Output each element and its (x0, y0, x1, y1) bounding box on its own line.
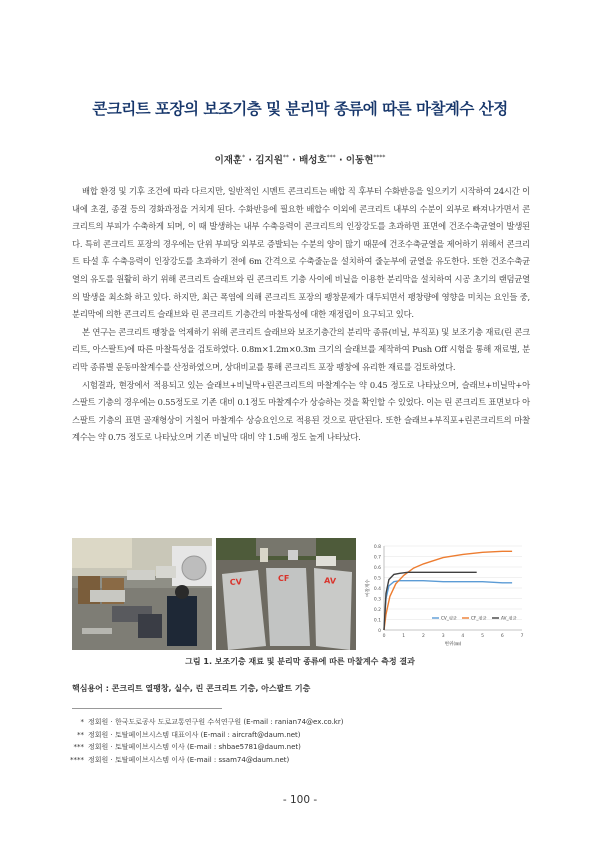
footnote-mark: **** (70, 755, 84, 764)
x-tick-label: 1 (402, 634, 406, 639)
legend-label: CF_평균 (471, 615, 487, 621)
friction-chart (362, 538, 530, 650)
footnote-divider (72, 708, 222, 709)
x-tick-label: 7 (520, 634, 524, 639)
abstract-body (72, 183, 530, 447)
footnote-mark: * (80, 718, 84, 726)
y-tick-label: 0.4 (373, 587, 381, 592)
paper-title: 콘크리트 포장의 보조기층 및 분리막 종류에 따른 마찰계수 산정 (92, 100, 508, 118)
footnote-text: 정회원 · 토탈페이브시스템 이사 (E-mail : ssam74@daum.net) (88, 755, 290, 764)
keywords: 핵심용어 : 콘크리트 열팽창, 실수, 린 콘크리트 기층, 아스팔트 기층 (72, 684, 311, 693)
paragraph-3: 시험결과, 현장에서 적용되고 있는 슬래브+비닐막+린콘크리트의 마찰계수는 약 0.45 정도로 나타났으며, 슬래브+비닐막+아스팔트 기층의 경우에는 0.55정도로 기존 대비 0.1정도 마찰계수가 상승하는 것을 확인할 수 있었다. 이는 린 콘크리트 표면보다 아스팔트 기층의 표면 골재형상이 거칠어 마찰계수 상승요인으로 적용된 것으로 판단된다. 또한 슬래브+부직포+린콘크리트의 마찰계수는 약 0.75 정도로 나타났으며 기존 비닐막 대비 약 1.5배 정도 높게 나타났다. (72, 379, 530, 443)
author-separator: · (335, 155, 346, 166)
author-name: 배성호 (299, 155, 327, 166)
y-tick-label: 0.2 (373, 608, 381, 613)
x-tick-label: 5 (481, 634, 485, 639)
friction-chart-svg (362, 538, 530, 650)
y-tick-label: 0.8 (373, 545, 381, 550)
footnote-text: 정회원 · 한국도로공사 도로교통연구원 수석연구원 (E-mail : ranian74@ex.co.kr) (88, 718, 344, 726)
footnote-1 (62, 716, 343, 729)
author-mark: * (242, 153, 246, 161)
page-number: - 100 - (282, 794, 318, 806)
footnote-text: 정회원 · 토탈페이브시스템 대표이사 (E-mail : aircraft@daum.net) (88, 730, 301, 739)
x-tick-label: 6 (500, 634, 504, 639)
footnote-4 (62, 754, 343, 767)
legend-label: CV_평균 (441, 615, 457, 621)
x-tick-label: 3 (441, 634, 445, 639)
figure-caption: 그림 1. 보조기층 재료 및 분리막 종류에 따른 마찰계수 측정 결과 (185, 657, 415, 666)
paragraph-1: 배합 환경 및 기후 조건에 따라 다르지만, 일반적인 시멘트 콘크리트는 배합 직 후부터 수화반응을 일으키기 시작하여 24시간 이내에 초결, 종결 등의 경화과정을 거치게 된다. 수화반응에 필요한 배합수 이외에 콘크리트 내부의 수분이 외부로 빠져나가면서 콘크리트의 부피가 수축하게 되며, 이 때 발생하는 내부 수축응력이 콘크리트의 인장강도를 초과하면 표면에 건조수축균열이 발생된다. 특히 콘크리트 포장의 경우에는 단위 부피당 외부로 증발되는 수분의 양이 많기 때문에 건조수축균열을 제어하기 위해서 콘크리트 타설 후 수축응력이 인장강도를 초과하기 전에 6m 간격으로 수축줄눈을 설치하여 줄눈부에 균열을 유도한다. 또한 건조수축균열의 유도를 원활히 하기 위해 콘크리트 슬래브와 린 콘크리트 기층 사이에 비닐을 이용한 분리막을 설치하여 시공 초기의 랜덤균열의 발생을 최소화 하고 있다. 하지만, 최근 폭염에 의해 콘크리트 포장의 팽창문제가 대두되면서 팽창량에 영향을 미치는 요인들 중, 분리막에 의한 콘크리트 슬래브와 린 콘크리트 기층간의 마찰특성에 대한 재정립이 요구되고 있다. (72, 186, 530, 320)
author-mark: *** (326, 153, 336, 161)
footnote-mark: *** (73, 743, 84, 751)
footnotes (62, 716, 343, 766)
slab-label-cf: CF (278, 574, 290, 583)
y-tick-label: 0 (378, 629, 381, 634)
x-axis-label: 변위(㎜) (444, 642, 462, 647)
test-slabs-photo (216, 538, 356, 650)
y-axis-label: 마찰계수 (366, 579, 371, 597)
author-separator: · (245, 155, 256, 166)
x-tick-label: 2 (421, 634, 425, 639)
y-tick-label: 0.6 (373, 566, 381, 571)
footnote-mark: ** (77, 730, 84, 739)
y-tick-label: 0.7 (373, 555, 381, 561)
y-tick-label: 0.3 (373, 597, 381, 603)
paragraph-2: 본 연구는 콘크리트 팽창을 억제하기 위해 콘크리트 슬래브와 보조기층간의 분리막 종류(비닐, 부직포) 및 보조기층 재료(린 콘크리트, 아스팔트)에 따른 마찰특성을 검토하였다. 0.8m×1.2m×0.3m 크기의 슬래브를 제작하여 Push Off 시험을 통해 재료별, 분리막 종류별 운동마찰계수를 산정하였으며, 상대비교를 통해 콘크리트 포장 팽창에 유리한 재료를 검토하였다. (72, 326, 530, 372)
slab-label-av: AV (323, 576, 337, 586)
author-separator: · (288, 155, 300, 166)
footnote-2 (62, 729, 343, 742)
x-tick-label: 4 (461, 634, 465, 639)
footnote-text: 정회원 · 토탈페이브시스템 이사 (E-mail : shbae5781@daum.net) (88, 743, 301, 751)
footnote-3 (62, 741, 343, 754)
author-mark: **** (373, 153, 386, 161)
field-photo-worker (72, 538, 212, 650)
x-tick-label: 0 (382, 634, 386, 639)
author-list (0, 152, 600, 166)
author-name: 이동현 (345, 155, 374, 166)
legend-label: AV_평균 (501, 615, 517, 621)
author-mark: ** (282, 153, 289, 161)
author-name: 이재훈 (214, 155, 243, 166)
y-tick-label: 0.1 (373, 618, 381, 624)
slab-label-cv: CV (229, 577, 243, 587)
author-name: 김지원 (255, 155, 283, 166)
y-tick-label: 0.5 (373, 576, 381, 582)
